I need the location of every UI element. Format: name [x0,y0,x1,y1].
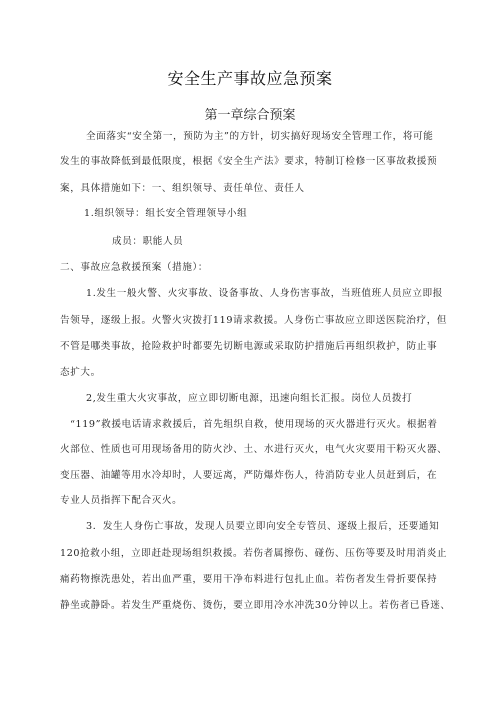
document-title: 安全生产事故应急预案 [167,69,333,88]
body-line: 态扩大。 [60,367,101,378]
body-line: 发生的事故降低到最低限度，根据《安全生产法》要求，特制订检修一区事故救援预 [60,156,438,167]
body-line: 1.发生一般火警、火灾事故、设备事故、人身伤害事故，当班值班人员应立即报 [86,288,443,299]
body-line: 成员：职能人员 [112,236,184,247]
body-line: 痛药物擦洗患处，若出血严重，要用干净布料进行包扎止血。若伤者发生骨折要保持 [60,574,438,585]
body-line: 全面落实“安全第一，预防为主”的方针，切实搞好现场安全管理工作，将可能 [86,131,434,142]
body-line: 火部位、性质也可用现场备用的防火沙、土、水进行灭火，电气火灾要用干粉灭火器、 [60,444,448,455]
body-line: 3．发生人身伤亡事故，发现人员要立即向安全专管员、逐级上报后，还要通知 [86,521,440,532]
body-line: 不管是哪类事故，抢险救护时都要先切断电源或采取防护措施后再组织救护，防止事 [60,341,438,352]
body-line: 1.组织领导：组长安全管理领导小组 [84,208,248,219]
body-line: 变压器、油罐等用水冷却时，人要远离，严防爆炸伤人，待消防专业人员赶到后，在 [60,470,438,481]
body-line: 案，具体措施如下：一、组织领导、责任单位、责任人 [60,183,305,194]
section-heading: 二、事故应急救援预案（措施）： [60,262,209,273]
body-line: 2,发生重大火灾事故，应立即切断电源，迅速向组长汇报。岗位人员拨打 [86,393,413,404]
chapter-heading: 第一章综合预案 [204,108,296,123]
body-line: 专业人员指挥下配合灭火。 [60,495,183,506]
body-line: 静坐或静卧。若发生严重烧伤、烫伤，要立即用冷水冲洗30分钟以上。若伤者已昏迷、 [60,600,451,611]
body-line: 告领导，逐级上报。火警火灾拨打119请求救援。人身伤亡事故应立即送医院治疗，但 [60,315,448,326]
body-line: 120抢救小组，立即赶赴现场组织救援。若伤者属擦伤、碰伤、压伤等要及时用消炎止 [60,548,448,559]
body-line: “119”救援电话请求救援后，首先组织自救，使用现场的灭火器进行灭火。根据着 [70,419,438,430]
